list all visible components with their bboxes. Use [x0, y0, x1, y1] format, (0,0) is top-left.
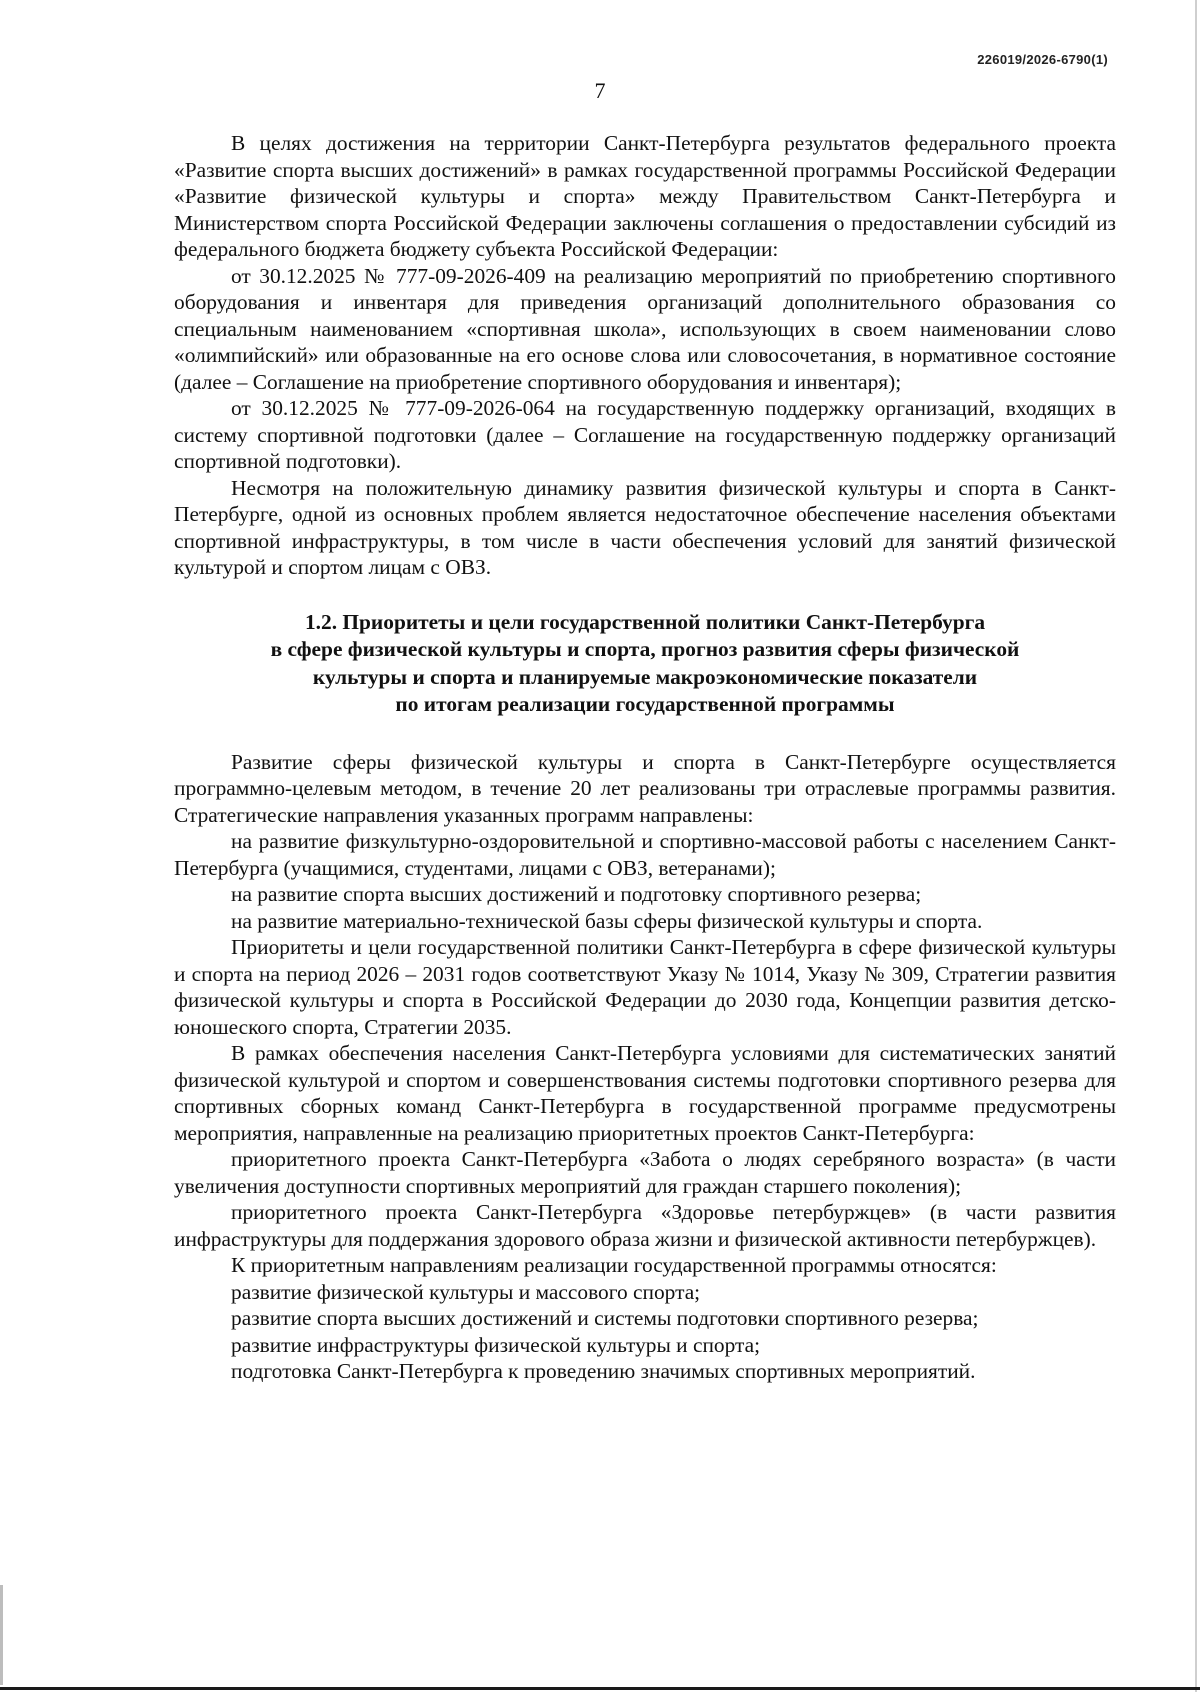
section-heading-line: 1.2. Приоритеты и цели государственной политики Санкт-Петербурга — [304, 609, 986, 634]
scan-edge-line — [0, 1687, 1200, 1690]
document-registration-number: 226019/2026-6790(1) — [977, 52, 1108, 67]
paragraph: подготовка Санкт-Петербурга к проведению значимых спортивных мероприятий. — [231, 1359, 976, 1383]
paragraph: Развитие сферы физической культуры и спорта в Санкт-Петербурге осуществляется программно-целевым методом, в течение 20 лет реализованы три отраслевые программы развития. Стратегические направления указанных программ направлены: — [174, 749, 1116, 827]
scan-edge-line — [1195, 0, 1197, 1692]
section-heading-line: в сфере физической культуры и спорта, прогноз развития сферы физической — [270, 637, 1020, 661]
paragraph: на развитие материально-технической базы сферы физической культуры и спорта. — [231, 908, 983, 933]
paragraph: приоритетного проекта Санкт-Петербурга «Забота о людях серебряного возраста» (в части увеличения доступности спортивных мероприятий для граждан старшего поколения); — [174, 1147, 1116, 1198]
paragraph: К приоритетным направлениям реализации государственной программы относятся: — [231, 1253, 997, 1277]
page-number: 7 — [594, 78, 606, 103]
paragraph: на развитие физкультурно-оздоровительной и спортивно-массовой работы с населением Санкт-Петербурга (учащимися, студентами, лицами с ОВЗ, ветеранами); — [174, 829, 1116, 880]
paragraph: от 30.12.2025 № 777-09-2026-409 на реализацию мероприятий по приобретению спортивного оборудования и инвентаря для приведения организаций дополнительного образования со специальным наименованием «спортивная школа», использующих в своем наименовании слово «олимпийский» или образованные на его основе слова или словосочетания, в нормативное состояние (далее – Соглашение на приобретение спортивного оборудования и инвентаря); — [174, 263, 1116, 394]
section-heading-line: по итогам реализации государственной программы — [395, 692, 895, 716]
paragraph: развитие физической культуры и массового спорта; — [231, 1279, 701, 1304]
paragraph: В целях достижения на территории Санкт-Петербурга результатов федерального проекта «Развитие спорта высших достижений» в рамках государственной программы Российской Федерации «Развитие физической культуры и спорта» между Правительством Санкт-Петербурга и Министерством спорта Российской Федерации заключены соглашения о предоставлении субсидий из федерального бюджета бюджету субъекта Российской Федерации: — [174, 131, 1116, 261]
paragraph: развитие инфраструктуры физической культуры и спорта; — [231, 1332, 761, 1357]
paragraph: развитие спорта высших достижений и системы подготовки спортивного резерва; — [231, 1306, 979, 1330]
paragraph: Несмотря на положительную динамику развития физической культуры и спорта в Санкт-Петербурге, одной из основных проблем является недостаточное обеспечение населения объектами спортивной инфраструктуры, в том числе в части обеспечения условий для занятий физической культурой и спортом лицам с ОВЗ. — [174, 475, 1116, 579]
scan-edge-line — [0, 1585, 3, 1685]
section-heading-line: культуры и спорта и планируемые макроэкономические показатели — [312, 664, 978, 689]
section-heading — [174, 609, 1116, 719]
paragraph: Приоритеты и цели государственной политики Санкт-Петербурга в сфере физической культуры и спорта на период 2026 – 2031 годов соответствуют Указу № 1014, Указу № 309, Стратегии развития физической культуры и спорта в Российской Федерации до 2030 года, Концепции развития детско-юношеского спорта, Стратегии 2035. — [174, 935, 1116, 1039]
paragraph: на развитие спорта высших достижений и подготовку спортивного резерва; — [231, 882, 922, 906]
paragraph: от 30.12.2025 № 777-09-2026-064 на государственную поддержку организаций, входящих в систему спортивной подготовки (далее – Соглашение на государственную поддержку организаций спортивной подготовки). — [174, 396, 1116, 473]
paragraph: В рамках обеспечения населения Санкт-Петербурга условиями для систематических занятий физической культурой и спортом и совершенствования системы подготовки спортивного резерва для спортивных сборных команд Санкт-Петербурга в государственной программе предусмотрены мероприятия, направленные на реализацию приоритетных проектов Санкт-Петербурга: — [174, 1041, 1116, 1145]
paragraph: приоритетного проекта Санкт-Петербурга «Здоровье петербуржцев» (в части развития инфраструктуры для поддержания здорового образа жизни и физической активности петербуржцев). — [174, 1200, 1116, 1251]
document-body — [174, 130, 1116, 1385]
